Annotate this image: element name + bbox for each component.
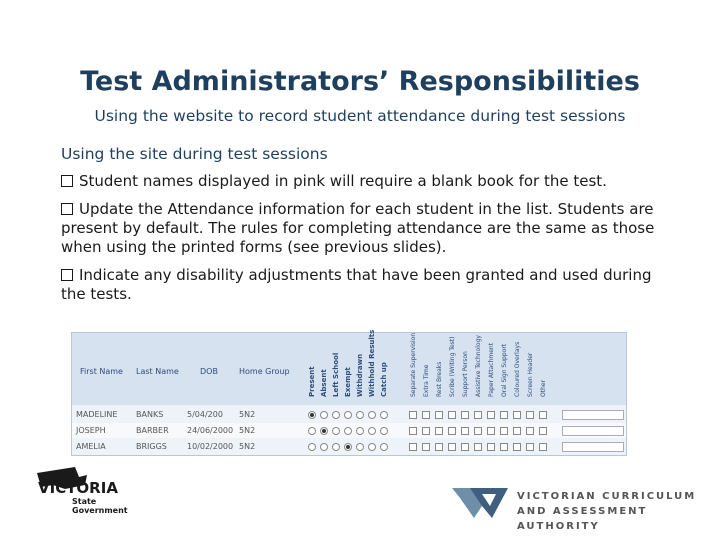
adjustment-checkbox[interactable] bbox=[461, 411, 469, 419]
attendance-header: Exempt bbox=[344, 367, 352, 397]
adjustment-checkbox[interactable] bbox=[422, 411, 430, 419]
cell-group: 5N2 bbox=[239, 426, 256, 435]
cell-dob: 24/06/2000 bbox=[187, 426, 234, 435]
adjustment-checkbox[interactable] bbox=[487, 411, 495, 419]
bullet-item: Indicate any disability adjustments that have been granted and used during the tests. bbox=[61, 266, 652, 303]
bullet-item: Student names displayed in pink will require a blank book for the test. bbox=[61, 172, 671, 191]
attendance-radio[interactable] bbox=[368, 411, 376, 419]
attendance-radio[interactable] bbox=[308, 427, 316, 435]
adjustment-header: Coloured Overlays bbox=[514, 341, 521, 397]
attendance-radio[interactable] bbox=[380, 411, 388, 419]
adjustment-checkbox[interactable] bbox=[487, 443, 495, 451]
bullet-list bbox=[61, 172, 671, 313]
adjustment-checkbox[interactable] bbox=[435, 443, 443, 451]
other-text-input[interactable] bbox=[562, 426, 624, 436]
column-dob: DOB bbox=[200, 367, 218, 376]
adjustment-checkbox[interactable] bbox=[500, 411, 508, 419]
column-first-name: First Name bbox=[80, 367, 123, 376]
attendance-radio[interactable] bbox=[368, 427, 376, 435]
attendance-radio[interactable] bbox=[308, 411, 316, 419]
adjustment-checkbox[interactable] bbox=[461, 443, 469, 451]
adjustment-checkbox[interactable] bbox=[435, 411, 443, 419]
victoria-logo-text: VICTORIA bbox=[38, 479, 118, 497]
attendance-header: Withdrawn bbox=[356, 353, 364, 397]
adjustment-checkbox[interactable] bbox=[474, 443, 482, 451]
attendance-radio[interactable] bbox=[332, 411, 340, 419]
adjustment-checkbox[interactable] bbox=[422, 443, 430, 451]
cell-last: BANKS bbox=[136, 410, 164, 419]
attendance-radio[interactable] bbox=[320, 443, 328, 451]
adjustment-checkbox[interactable] bbox=[513, 427, 521, 435]
cell-last: BRIGGS bbox=[136, 442, 167, 451]
adjustment-checkbox[interactable] bbox=[474, 411, 482, 419]
bullet-item: Update the Attendance information for each student in the list. Students are present by default. The rules for completing attendance are the same as those when using the printed forms (see previous slides). bbox=[61, 200, 655, 256]
table-header bbox=[72, 329, 626, 405]
attendance-header: Absent bbox=[320, 369, 328, 397]
adjustment-header: Rest Breaks bbox=[436, 361, 443, 397]
adjustment-checkbox[interactable] bbox=[487, 427, 495, 435]
attendance-radio[interactable] bbox=[344, 427, 352, 435]
adjustment-checkbox[interactable] bbox=[448, 427, 456, 435]
attendance-radio[interactable] bbox=[344, 443, 352, 451]
adjustment-header: Paper Attachment bbox=[488, 342, 495, 397]
adjustment-checkbox[interactable] bbox=[539, 427, 547, 435]
adjustment-header: Screen Header bbox=[527, 352, 534, 397]
attendance-radio[interactable] bbox=[344, 411, 352, 419]
attendance-radio[interactable] bbox=[320, 411, 328, 419]
victoria-logo-subtext: State Government bbox=[72, 497, 128, 515]
attendance-radio[interactable] bbox=[380, 443, 388, 451]
attendance-radio[interactable] bbox=[356, 427, 364, 435]
adjustment-header: Scribe (Writing Test) bbox=[449, 336, 456, 397]
attendance-header: Catch up bbox=[380, 362, 388, 397]
attendance-radio[interactable] bbox=[320, 427, 328, 435]
attendance-radio[interactable] bbox=[368, 443, 376, 451]
adjustment-checkbox[interactable] bbox=[513, 443, 521, 451]
adjustment-checkbox[interactable] bbox=[409, 411, 417, 419]
checkbox-bullet-icon bbox=[61, 269, 73, 281]
attendance-radio[interactable] bbox=[380, 427, 388, 435]
attendance-header: Left School bbox=[332, 352, 340, 397]
table-row bbox=[72, 439, 626, 454]
slide-subtitle-secondary: Using the site during test sessions bbox=[61, 145, 328, 163]
cell-dob: 5/04/200 bbox=[187, 410, 223, 419]
attendance-radio[interactable] bbox=[356, 443, 364, 451]
adjustment-header: Support Person bbox=[462, 351, 469, 397]
adjustment-checkbox[interactable] bbox=[461, 427, 469, 435]
adjustment-checkbox[interactable] bbox=[409, 443, 417, 451]
cell-group: 5N2 bbox=[239, 410, 256, 419]
adjustment-checkbox[interactable] bbox=[448, 411, 456, 419]
adjustment-checkbox[interactable] bbox=[435, 427, 443, 435]
cell-first: MADELINE bbox=[76, 410, 118, 419]
attendance-header: Withhold Results bbox=[368, 329, 376, 397]
attendance-radio[interactable] bbox=[332, 427, 340, 435]
adjustment-header: Assistive Technology bbox=[475, 335, 482, 397]
attendance-header: Present bbox=[308, 366, 316, 397]
adjustment-checkbox[interactable] bbox=[500, 443, 508, 451]
attendance-radio[interactable] bbox=[308, 443, 316, 451]
column-home-group: Home Group bbox=[239, 367, 290, 376]
adjustment-checkbox[interactable] bbox=[526, 427, 534, 435]
vcaa-logo-text: VICTORIAN CURRICULUM AND ASSESSMENT AUTHORITY bbox=[517, 491, 697, 532]
adjustment-checkbox[interactable] bbox=[539, 411, 547, 419]
attendance-radio[interactable] bbox=[332, 443, 340, 451]
adjustment-checkbox[interactable] bbox=[474, 427, 482, 435]
table-row bbox=[72, 423, 626, 438]
adjustment-checkbox[interactable] bbox=[409, 427, 417, 435]
cell-first: AMELIA bbox=[76, 442, 106, 451]
adjustment-header: Other bbox=[540, 379, 547, 397]
vcaa-logo-mark bbox=[452, 484, 508, 520]
attendance-radio[interactable] bbox=[356, 411, 364, 419]
table-row bbox=[72, 407, 626, 422]
adjustment-checkbox[interactable] bbox=[513, 411, 521, 419]
adjustment-checkbox[interactable] bbox=[448, 443, 456, 451]
checkbox-bullet-icon bbox=[61, 175, 73, 187]
attendance-table-screenshot bbox=[71, 329, 627, 456]
cell-group: 5N2 bbox=[239, 442, 256, 451]
adjustment-checkbox[interactable] bbox=[422, 427, 430, 435]
slide-subtitle: Using the website to record student attendance during test sessions bbox=[94, 107, 626, 125]
adjustment-header: Oral Sign Support bbox=[501, 343, 508, 397]
cell-last: BARBER bbox=[136, 426, 169, 435]
adjustment-checkbox[interactable] bbox=[539, 443, 547, 451]
adjustment-checkbox[interactable] bbox=[526, 411, 534, 419]
other-text-input[interactable] bbox=[562, 442, 624, 452]
adjustment-checkbox[interactable] bbox=[500, 427, 508, 435]
column-last-name: Last Name bbox=[136, 367, 179, 376]
cell-dob: 10/02/2000 bbox=[187, 442, 234, 451]
slide-title: Test Administrators’ Responsibilities bbox=[80, 66, 640, 97]
adjustment-header: Extra Time bbox=[423, 364, 430, 397]
other-text-input[interactable] bbox=[562, 410, 624, 420]
cell-first: JOSEPH bbox=[76, 426, 106, 435]
checkbox-bullet-icon bbox=[61, 203, 73, 215]
adjustment-header: Separate Supervision bbox=[410, 332, 417, 397]
adjustment-checkbox[interactable] bbox=[526, 443, 534, 451]
